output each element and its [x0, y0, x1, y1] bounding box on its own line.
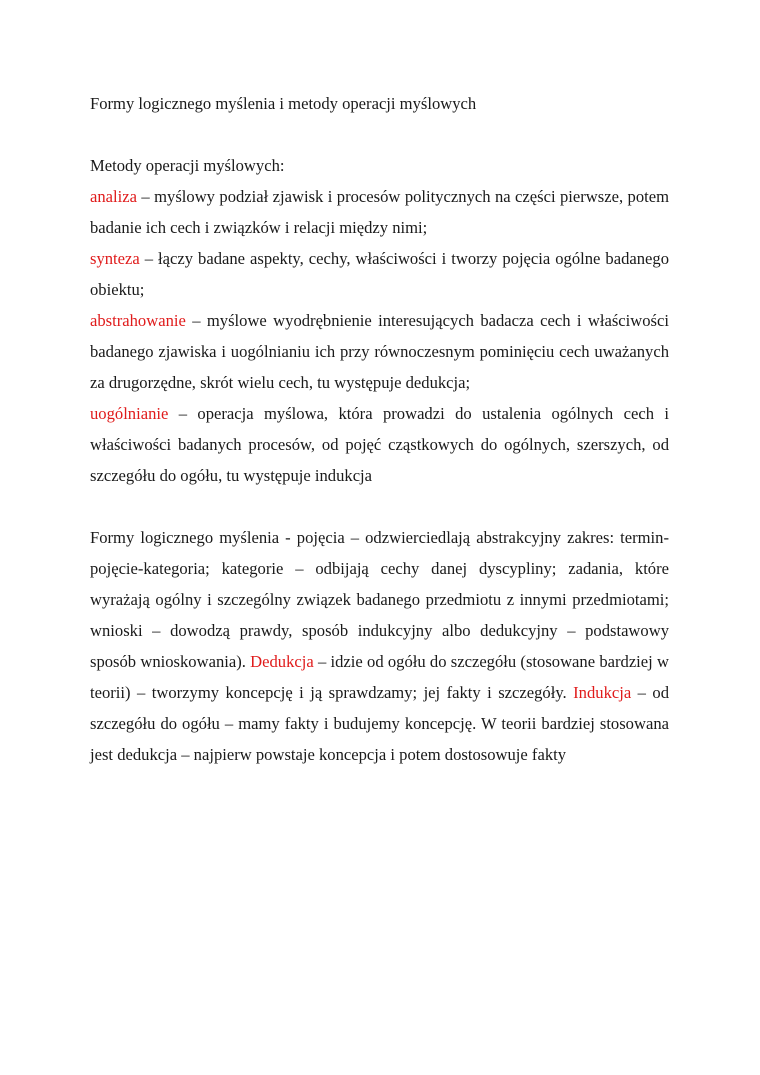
forms-paragraph [90, 522, 669, 770]
blank-line [90, 491, 669, 522]
blank-line [90, 119, 669, 150]
definition-abstrahowanie [90, 305, 669, 398]
paragraph-text: Formy logicznego myślenia - pojęcia – odzwierciedlają abstrakcyjny zakres: termin-pojęcie-kategoria; kategorie – odbijają cechy danej dyscypliny; zadania, które wyrażają ogólny i szczególny związek badanego przedmiotu z innymi przedmiotami; wnioski – dowodzą prawdy, sposób indukcyjny albo dedukcyjny – podstawowy sposób wnioskowania). [90, 528, 669, 671]
definition-text: – myślowy podział zjawisk i procesów politycznych na części pierwsze, potem badanie ich cech i związków i relacji między nimi; [90, 187, 669, 237]
term-indukcja: Indukcja [573, 683, 632, 702]
document-page [90, 88, 669, 770]
paragraph-text: – idzie od ogółu do szczegółu (stosowane bardziej w teorii) – tworzymy koncepcję i ją sprawdzamy; jej fakty i szczegóły. [90, 652, 670, 702]
definition-analiza [90, 181, 669, 243]
term-uogolnianie: uogólnianie [90, 404, 169, 423]
definition-text: – operacja myślowa, która prowadzi do ustalenia ogólnych cech i właściwości badanych procesów, od pojęć cząstkowych do ogólnych, szerszych, od szczegółu do ogółu, tu występuje indukcja [90, 404, 669, 485]
definition-text: – łączy badane aspekty, cechy, właściwości i tworzy pojęcia ogólne badanego obiektu; [90, 249, 669, 299]
document-title: Formy logicznego myślenia i metody operacji myślowych [90, 94, 477, 113]
definition-uogolnianie [90, 398, 669, 491]
definition-synteza [90, 243, 669, 305]
paragraph-text: – od szczegółu do ogółu – mamy fakty i budujemy koncepcję. W teorii bardziej stosowana jest dedukcja – najpierw powstaje koncepcja i potem dostosowuje fakty [90, 683, 670, 764]
term-abstrahowanie: abstrahowanie [90, 311, 186, 330]
term-synteza: synteza [90, 249, 140, 268]
term-dedukcja: Dedukcja [250, 652, 314, 671]
term-analiza: analiza [90, 187, 137, 206]
methods-heading: Metody operacji myślowych: [90, 156, 285, 175]
definition-text: – myślowe wyodrębnienie interesujących badacza cech i właściwości badanego zjawiska i uogólnianiu ich przy równoczesnym pominięciu cech uważanych za drugorzędne, skrót wielu cech, tu występuje dedukcja; [90, 311, 669, 392]
